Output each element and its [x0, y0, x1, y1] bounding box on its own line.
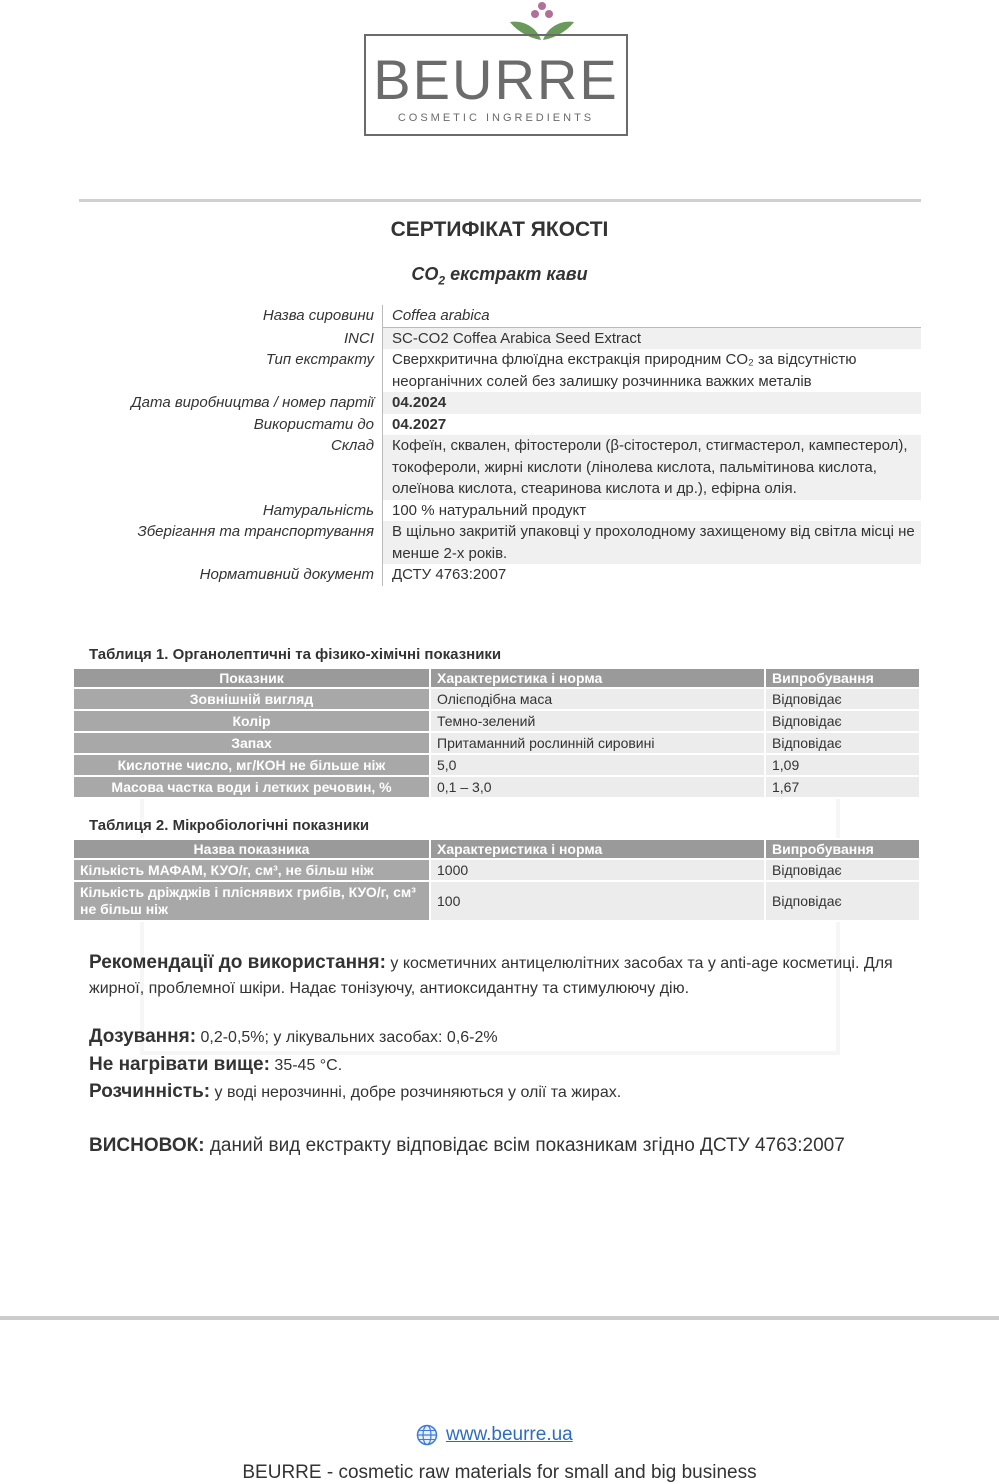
table-header-row: [73, 668, 920, 688]
table-row: [73, 859, 920, 881]
table-cell: 5,0: [430, 754, 765, 776]
table-cell: Притаманний рослинній сировині: [430, 732, 765, 754]
table-cell: Відповідає: [765, 881, 920, 921]
website-link-row: [416, 1423, 573, 1447]
property-label: Натуральність: [262, 501, 374, 519]
column-header: Характеристика і норма: [430, 839, 765, 859]
table-cell: 1,09: [765, 754, 920, 776]
property-row: [72, 521, 921, 564]
table-cell: Колір: [73, 710, 430, 732]
footer-text: BEURRE - cosmetic raw materials for small and big business: [242, 1462, 757, 1483]
table-cell: 1000: [430, 859, 765, 881]
property-label: Назва сировини: [262, 307, 374, 324]
table-cell: Відповідає: [765, 732, 920, 754]
heat-text: 35-45 °С.: [269, 1057, 343, 1074]
column-header: Випробування: [765, 668, 920, 688]
logo-tagline: COSMETIC INGREDIENTS: [397, 112, 595, 124]
dosage-label: Дозування:: [89, 1026, 197, 1047]
conclusion: [89, 1135, 949, 1157]
website-link[interactable]: www.beurre.ua: [446, 1424, 573, 1445]
property-label: Нормативний документ: [199, 566, 374, 583]
property-row: [72, 328, 921, 350]
property-label: INCI: [344, 329, 374, 347]
bottom-divider: [0, 1316, 999, 1320]
property-label: Склад: [330, 437, 374, 454]
table-cell: Олієподібна маса: [430, 688, 765, 710]
table-cell: Відповідає: [765, 688, 920, 710]
page-subtitle: $CO_2$ екстракт кави: [411, 264, 588, 288]
property-value: В щільно закритій упаковці у прохолодному захищеному від світла місці не менше 2-х років.: [382, 521, 921, 564]
dosage-text: 0,2-0,5%; у лікувальних засобах: 0,6-2%: [196, 1029, 498, 1046]
table-cell: Кількість дріжджів і пліснявих грибів, КУО/г, см³ не більш ніж: [73, 881, 430, 921]
property-row: [72, 392, 921, 414]
page-title: СЕРТИФІКАТ ЯКОСТІ: [390, 218, 609, 241]
solubility-text: у воді нерозчинні, добре розчиняються у олії та жирах.: [210, 1084, 622, 1101]
table-row: [73, 710, 920, 732]
table-header-row: [73, 839, 920, 859]
table-cell: Кількість МАФАМ, КУО/г, см³, не більш ніж: [73, 859, 430, 881]
logo-brand: BEURRE: [373, 48, 619, 111]
heat-limit: [89, 1054, 949, 1076]
table-cell: Відповідає: [765, 710, 920, 732]
solubility: [89, 1081, 949, 1103]
table1: [72, 667, 921, 799]
property-row: [72, 500, 921, 522]
property-row: [72, 305, 921, 328]
property-row: [72, 564, 921, 586]
property-value: Сверхкритична флюїдна екстракція природним CO₂ за відсутністю неорганічних солей без залишку розчинника важких металів: [382, 349, 921, 392]
table2: [72, 838, 921, 922]
column-header: Характеристика і норма: [430, 668, 765, 688]
property-value: 100 % натуральний продукт: [382, 500, 921, 522]
column-header: Випробування: [765, 839, 920, 859]
table-cell: 0,1 – 3,0: [430, 776, 765, 798]
table-row: [73, 732, 920, 754]
property-value: ДСТУ 4763:2007: [382, 564, 921, 586]
table-row: [73, 688, 920, 710]
column-header: Показник: [73, 668, 430, 688]
property-row: [72, 435, 921, 500]
conclusion-text: даний вид екстракту відповідає всім показникам згідно ДСТУ 4763:2007: [204, 1135, 845, 1156]
top-divider: [79, 199, 921, 202]
table-cell: Відповідає: [765, 859, 920, 881]
dosage: [89, 1026, 949, 1048]
property-row: [72, 349, 921, 392]
heat-label: Не нагрівати вище:: [89, 1054, 270, 1075]
property-value: 04.2024: [382, 392, 921, 414]
property-label: Зберігання та транспортування: [137, 523, 374, 540]
property-value: Кофеїн, сквален, фітостероли (β-сітостерол, стигмастерол, кампестерол), токофероли, жирні кислоти (лінолева кислота, пальмітинова кислота, олеїнова кислота, стеаринова кислота и др.), ефірна олія.: [382, 435, 921, 500]
globe-icon: [416, 1424, 438, 1446]
table-cell: 100: [430, 881, 765, 921]
table-cell: 1,67: [765, 776, 920, 798]
property-value: 04.2027: [382, 414, 921, 436]
table-row: [73, 881, 920, 921]
table-row: [73, 754, 920, 776]
property-row: [72, 414, 921, 436]
properties-list: [72, 305, 921, 586]
property-value: SC-CO2 Coffea Arabica Seed Extract: [382, 328, 921, 350]
recommendations-text: у косметичних антицелюлітних засобах та у anti-age косметиці. Для жирної, проблемної шкіри. Надає тонізуючу, антиоксидантну та стимулюючу дію.: [89, 955, 893, 997]
table-cell: Запах: [73, 732, 430, 754]
property-label: Тип екстракту: [265, 351, 374, 368]
recommendations-label: Рекомендації до використання:: [89, 952, 386, 973]
table-cell: Кислотне число, мг/КОН не більше ніж: [73, 754, 430, 776]
property-label: Дата виробництва / номер партії: [131, 394, 374, 411]
table2-title: Таблиця 2. Мікробіологічні показники: [89, 817, 370, 834]
conclusion-label: ВИСНОВОК:: [89, 1135, 205, 1156]
property-value: Coffea arabica: [382, 305, 921, 328]
table-row: [73, 776, 920, 798]
table-cell: Темно-зелений: [430, 710, 765, 732]
table-cell: Зовнішній вигляд: [73, 688, 430, 710]
recommendations: [89, 950, 949, 1001]
column-header: Назва показника: [73, 839, 430, 859]
table-cell: Масова частка води і летких речовин, %: [73, 776, 430, 798]
brand-logo: [364, 0, 632, 140]
property-label: Використати до: [253, 415, 374, 433]
solubility-label: Розчинність:: [89, 1081, 211, 1102]
table1-title: Таблиця 1. Органолептичні та фізико-хімічні показники: [89, 646, 502, 663]
